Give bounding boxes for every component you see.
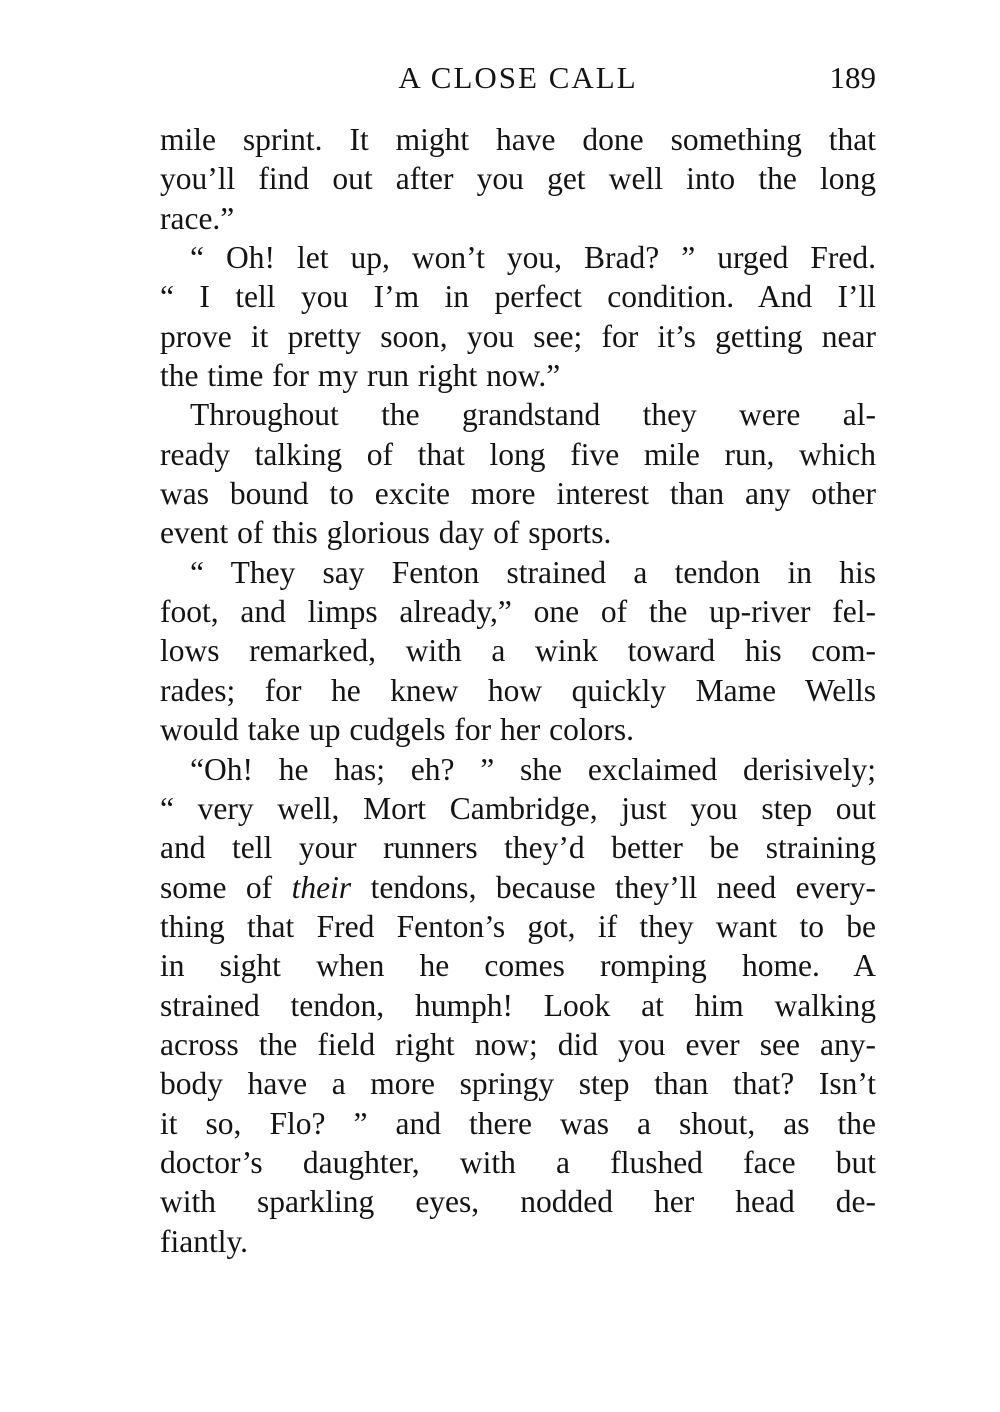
italic-emphasis: their xyxy=(291,869,352,905)
text-run: some of xyxy=(160,869,273,905)
text-line: ready talking of that long five mile run, which xyxy=(160,436,876,472)
running-head xyxy=(160,58,876,98)
text-line: the time for my run right now.” xyxy=(160,358,561,394)
text-line: “ very well, Mort Cambridge, just you step out xyxy=(160,790,876,826)
text-line: would take up cudgels for her colors. xyxy=(160,712,634,748)
text-line: you’ll find out after you get well into the long xyxy=(160,161,876,197)
paragraph xyxy=(160,238,876,395)
text-line: rades; for he knew how quickly Mame Wells xyxy=(160,672,876,708)
text-line: with sparkling eyes, nodded her head de- xyxy=(160,1184,876,1220)
body-text xyxy=(160,120,876,1261)
text-line: across the field right now; did you ever see any- xyxy=(160,1026,876,1062)
text-line: foot, and limps already,” one of the up-river fel- xyxy=(160,594,876,630)
text-line: mile sprint. It might have done something that xyxy=(160,122,876,157)
text-line: event of this glorious day of sports. xyxy=(160,515,612,551)
text-line: “Oh! he has; eh? ” she exclaimed derisively; xyxy=(190,751,876,787)
running-title: A CLOSE CALL xyxy=(398,60,638,95)
text-line: “ Oh! let up, won’t you, Brad? ” urged Fred. xyxy=(190,240,876,276)
text-line: “ I tell you I’m in perfect condition. And I’ll xyxy=(160,279,876,315)
text-line-mixed xyxy=(160,868,876,907)
text-line: “ They say Fenton strained a tendon in his xyxy=(190,554,876,590)
text-line: in sight when he comes romping home. A xyxy=(160,948,876,984)
text-line: thing that Fred Fenton’s got, if they want to be xyxy=(160,908,876,944)
paragraph xyxy=(160,750,876,1261)
text-line: strained tendon, humph! Look at him walking xyxy=(160,987,876,1023)
text-line: fiantly. xyxy=(160,1223,249,1259)
text-line: race.” xyxy=(160,200,235,236)
text-run: tendons, because they’ll need every- xyxy=(370,869,877,905)
text-line: it so, Flo? ” and there was a shout, as the xyxy=(160,1105,876,1141)
text-line: was bound to excite more interest than any other xyxy=(160,476,876,512)
text-line: doctor’s daughter, with a flushed face but xyxy=(160,1144,876,1180)
paragraph xyxy=(160,553,876,750)
text-line: Throughout the grandstand they were al- xyxy=(190,397,876,433)
paragraph xyxy=(160,395,876,552)
paragraph xyxy=(160,120,876,238)
text-line: and tell your runners they’d better be straining xyxy=(160,830,876,866)
text-line: body have a more springy step than that? Isn’t xyxy=(160,1066,876,1102)
text-line: prove it pretty soon, you see; for it’s getting near xyxy=(160,318,876,354)
page-number: 189 xyxy=(829,60,876,95)
text-line: lows remarked, with a wink toward his com- xyxy=(160,633,876,669)
